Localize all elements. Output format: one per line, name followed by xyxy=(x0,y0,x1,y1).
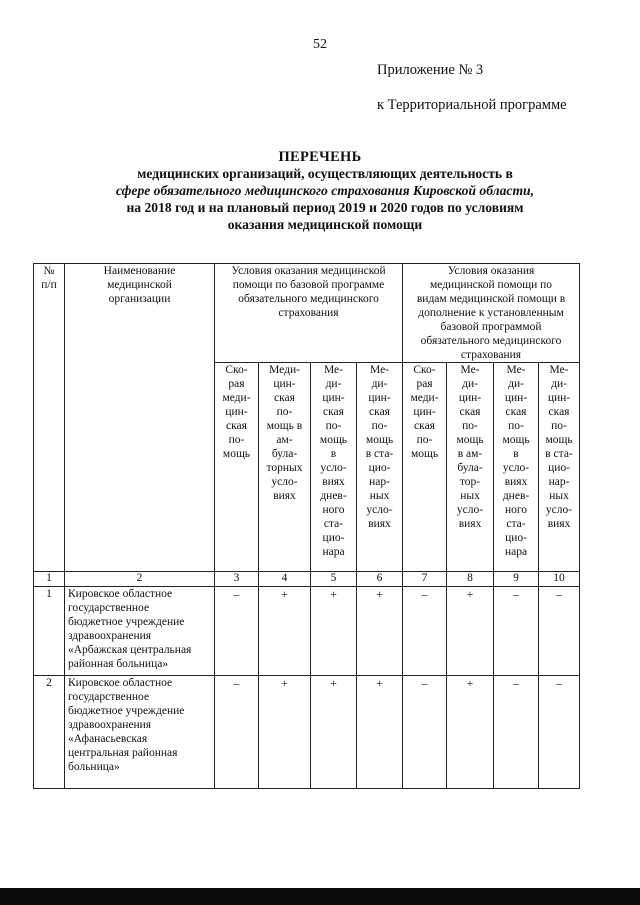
mark-cell: – xyxy=(539,676,580,789)
subheader-col-7: Ско- рая меди- цин- ская по- мощь xyxy=(403,363,447,572)
column-number: 2 xyxy=(65,572,215,587)
organizations-table xyxy=(33,263,580,789)
scan-bottom-edge xyxy=(0,888,640,905)
row-num: 1 xyxy=(34,587,65,676)
column-number: 6 xyxy=(357,572,403,587)
column-number: 1 xyxy=(34,572,65,587)
subtitle-line-3: на 2018 год и на плановый период 2019 и 2020 годов по условиям xyxy=(126,200,524,215)
mark-cell: – xyxy=(494,587,539,676)
appendix-label: Приложение № 3 xyxy=(377,62,484,78)
header-extra-program: Условия оказания медицинской помощи по видам медицинской помощи в дополнение к установленным базовой программой обязательного медицинского страхования xyxy=(403,264,580,363)
org-name-cell: Кировское областное государственное бюджетное учреждение здравоохранения «Афанасьевская центральная районная больница» xyxy=(65,676,215,789)
mark-cell: – xyxy=(403,587,447,676)
table-row xyxy=(34,676,580,789)
mark-cell: + xyxy=(311,676,357,789)
org-name-cell: Кировское областное государственное бюджетное учреждение здравоохранения «Арбажская центральная районная больница» xyxy=(65,587,215,676)
mark-cell: – xyxy=(403,676,447,789)
subheader-col-9: Ме- ди- цин- ская по- мощь в усло- виях днев- ного ста- цио- нара xyxy=(494,363,539,572)
mark-cell: – xyxy=(494,676,539,789)
document-subtitle xyxy=(60,165,590,233)
column-number: 7 xyxy=(403,572,447,587)
column-number: 3 xyxy=(215,572,259,587)
header-row-top xyxy=(34,264,580,363)
table-row xyxy=(34,587,580,676)
subheader-col-4: Меди- цин- ская по- мощь в ам- була- торных усло- виях xyxy=(259,363,311,572)
column-number: 5 xyxy=(311,572,357,587)
mark-cell: + xyxy=(311,587,357,676)
subheader-col-6: Ме- ди- цин- ская по- мощь в ста- цио- нар- ных усло- виях xyxy=(357,363,403,572)
subtitle-line-4: оказания медицинской помощи xyxy=(227,217,423,232)
column-number: 9 xyxy=(494,572,539,587)
mark-cell: + xyxy=(447,676,494,789)
subtitle-line-1: медицинских организаций, осуществляющих деятельность в xyxy=(137,166,513,181)
subheader-col-8: Ме- ди- цин- ская по- мощь в ам- була- тор- ных усло- виях xyxy=(447,363,494,572)
column-number-row xyxy=(34,572,580,587)
mark-cell: + xyxy=(259,676,311,789)
column-number: 10 xyxy=(539,572,580,587)
appendix-reference: к Территориальной программе xyxy=(377,97,567,113)
subheader-col-5: Ме- ди- цин- ская по- мощь в усло- виях днев- ного ста- цио- нара xyxy=(311,363,357,572)
mark-cell: + xyxy=(357,587,403,676)
mark-cell: + xyxy=(259,587,311,676)
mark-cell: + xyxy=(357,676,403,789)
mark-cell: – xyxy=(215,676,259,789)
mark-cell: + xyxy=(447,587,494,676)
document-heading: ПЕРЕЧЕНЬ xyxy=(278,149,362,165)
page-number: 52 xyxy=(313,37,327,52)
header-org-name: Наименование медицинской организации xyxy=(65,264,215,572)
subheader-col-3: Ско- рая меди- цин- ская по- мощь xyxy=(215,363,259,572)
column-number: 4 xyxy=(259,572,311,587)
subtitle-line-2: сфере обязательного медицинского страхования Кировской области, xyxy=(115,183,534,198)
mark-cell: – xyxy=(539,587,580,676)
mark-cell: – xyxy=(215,587,259,676)
header-num: № п/п xyxy=(34,264,65,572)
row-num: 2 xyxy=(34,676,65,789)
column-number: 8 xyxy=(447,572,494,587)
header-basic-program: Условия оказания медицинской помощи по базовой программе обязательного медицинского страхования xyxy=(215,264,403,363)
subheader-col-10: Ме- ди- цин- ская по- мощь в ста- цио- нар- ных усло- виях xyxy=(539,363,580,572)
